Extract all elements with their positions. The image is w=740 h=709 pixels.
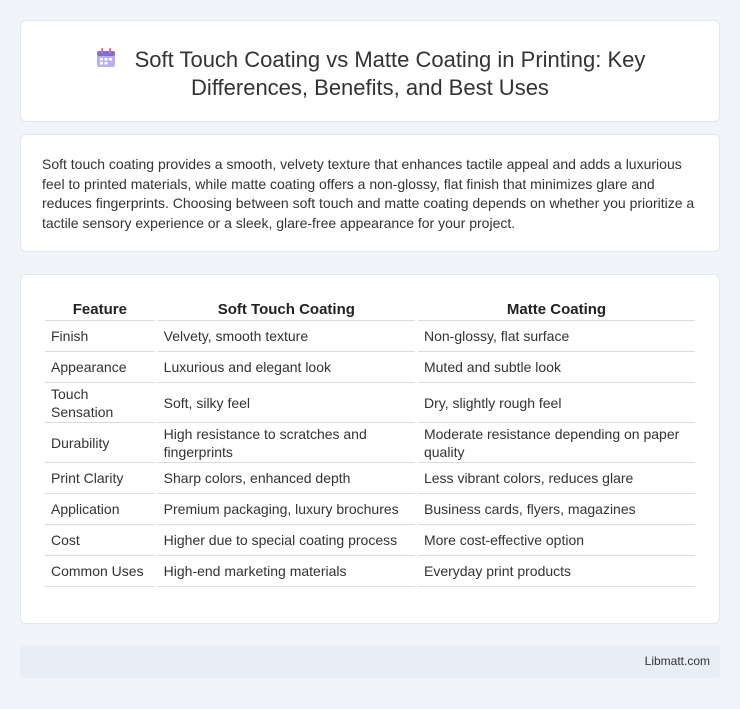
header-matte: Matte Coating xyxy=(418,295,695,321)
header-feature: Feature xyxy=(45,295,155,321)
row-soft-touch: Velvety, smooth texture xyxy=(158,321,415,352)
row-soft-touch: Sharp colors, enhanced depth xyxy=(158,463,415,494)
table-row xyxy=(45,352,695,383)
row-soft-touch: Luxurious and elegant look xyxy=(158,352,415,383)
intro-card xyxy=(20,134,720,252)
row-feature: Application xyxy=(45,494,155,525)
footer xyxy=(20,645,720,678)
row-soft-touch: High resistance to scratches and fingerprints xyxy=(158,423,415,463)
table-row xyxy=(45,494,695,525)
comparison-table xyxy=(42,295,698,587)
row-matte: Dry, slightly rough feel xyxy=(418,383,695,423)
table-row xyxy=(45,423,695,463)
row-feature: Durability xyxy=(45,423,155,463)
footer-site-link[interactable]: Libmatt.com xyxy=(644,654,710,668)
page-title: Soft Touch Coating vs Matte Coating in Printing: Key Differences, Benefits, and Best Uses xyxy=(134,47,646,100)
row-matte: More cost-effective option xyxy=(418,525,695,556)
title-card xyxy=(20,20,720,122)
row-soft-touch: High-end marketing materials xyxy=(158,556,415,587)
row-feature: Finish xyxy=(45,321,155,352)
row-matte: Moderate resistance depending on paper quality xyxy=(418,423,695,463)
row-matte: Less vibrant colors, reduces glare xyxy=(418,463,695,494)
row-feature: Appearance xyxy=(45,352,155,383)
row-matte: Business cards, flyers, magazines xyxy=(418,494,695,525)
row-soft-touch: Premium packaging, luxury brochures xyxy=(158,494,415,525)
intro-paragraph: Soft touch coating provides a smooth, velvety texture that enhances tactile appeal and adds a luxurious feel to printed materials, while matte coating offers a non-glossy, flat finish that minimizes glare and reduces fingerprints. Choosing between soft touch and matte coating depends on whether you prioritize a tactile sensory experience or a sleek, glare-free appearance for your project. xyxy=(42,156,695,231)
row-soft-touch: Higher due to special coating process xyxy=(158,525,415,556)
row-feature: Touch Sensation xyxy=(45,383,155,423)
table-row xyxy=(45,321,695,352)
page-title-wrap xyxy=(21,46,719,102)
table-row xyxy=(45,463,695,494)
table-row xyxy=(45,525,695,556)
row-matte: Muted and subtle look xyxy=(418,352,695,383)
table-header-row xyxy=(45,295,695,321)
row-matte: Everyday print products xyxy=(418,556,695,587)
comparison-card xyxy=(20,274,720,624)
row-feature: Cost xyxy=(45,525,155,556)
table-row xyxy=(45,383,695,423)
row-matte: Non-glossy, flat surface xyxy=(418,321,695,352)
row-feature: Print Clarity xyxy=(45,463,155,494)
header-soft-touch: Soft Touch Coating xyxy=(158,295,415,321)
table-row xyxy=(45,556,695,587)
row-feature: Common Uses xyxy=(45,556,155,587)
calendar-icon xyxy=(95,47,117,69)
row-soft-touch: Soft, silky feel xyxy=(158,383,415,423)
